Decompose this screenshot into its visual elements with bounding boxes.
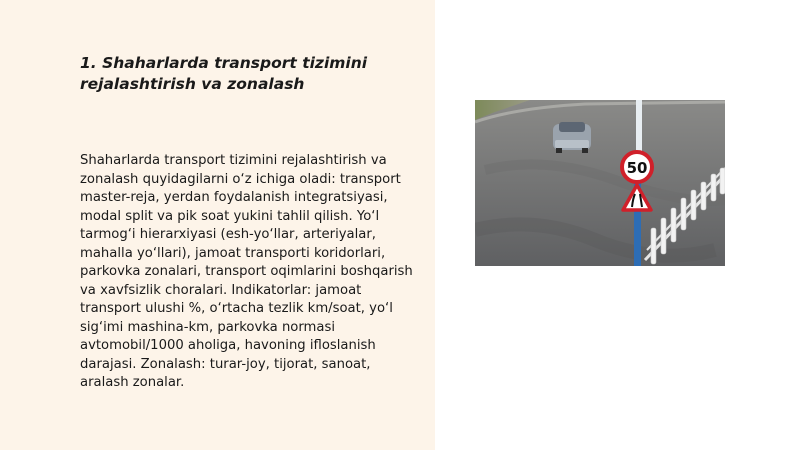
road-sign-photo (475, 100, 725, 266)
car (553, 122, 591, 153)
slide-body-text: Shaharlarda transport tizimini rejalashtirish va zonalash quyidagilarni o‘z ichiga oladi: transport master-reja, yerdan foydalanish integratsiyasi, modal split va pik soat yukini tahlil qilish. Yo‘l tarmog‘i hierarxiyasi (esh-yo‘llar, arteriyalar, mahalla yo‘llari), jamoat transporti koridorlari, parkovka zonalari, transport oqimlarini boshqarish va xavfsizlik choralari. Indikatorlar: jamoat transport ulushi %, o‘rtacha tezlik km/soat, yo‘l sig‘imi mashina-km, parkovka normasi avtomobil/1000 aholiga, havoning ifloslanish darajasi. Zonalash: turar-joy, tijorat, sanoat, aralash zonalar. (80, 153, 413, 390)
speed-limit-sign (622, 152, 652, 182)
speed-limit-value: 50 (626, 159, 648, 177)
road-photo-illustration (475, 100, 725, 266)
slide-title: 1. Shaharlarda transport tizimini rejalashtirish va zonalash (80, 54, 368, 93)
